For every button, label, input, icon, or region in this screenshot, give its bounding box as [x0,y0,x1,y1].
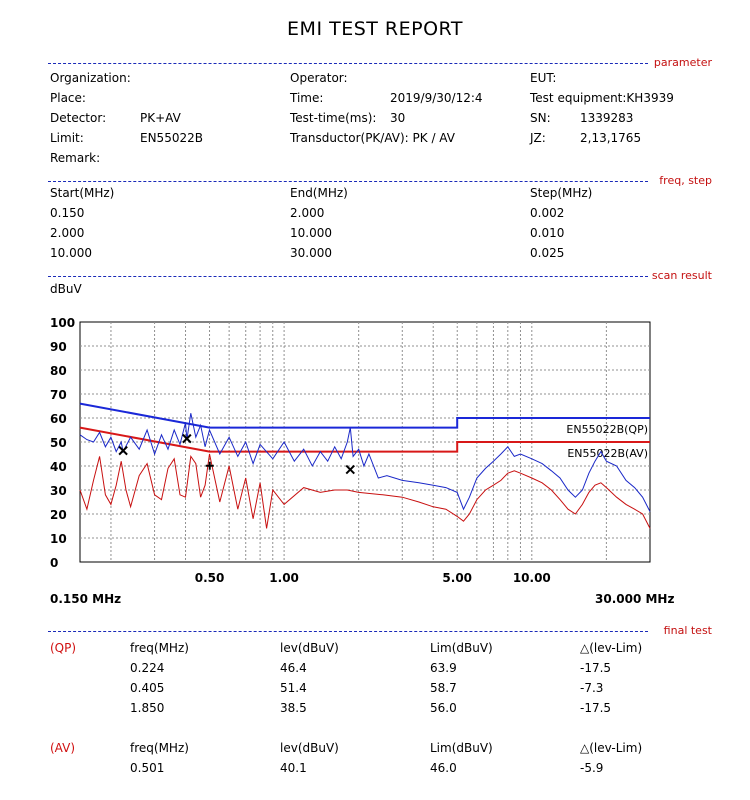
y-tick-label: 20 [50,508,67,522]
remark-label: Remark: [50,151,101,165]
limit-line-label: EN55022B(QP) [566,423,648,436]
x-tick-label: 0.50 [194,571,225,585]
qp-cell: 46.4 [280,661,307,675]
y-tick-label: 0 [50,556,59,570]
sn-label: SN: [530,111,551,125]
qp-cell: -17.5 [580,701,612,715]
qp-cell: 1.850 [130,701,165,715]
freq-step-end: 10.000 [290,226,332,240]
end-header: End(MHz) [290,186,348,200]
qp-header-lev: lev(dBuV) [280,641,339,655]
detector-label: Detector: [50,111,107,125]
qp-tag: (QP) [50,641,77,655]
freq-step-step: 0.010 [530,226,565,240]
qp-cell: 0.224 [130,661,165,675]
organization-label: Organization: [50,71,131,85]
limit-line-label: EN55022B(AV) [567,447,648,460]
qp-cell: -17.5 [580,661,612,675]
limit-value: EN55022B [140,131,203,145]
av-cell: 40.1 [280,761,307,775]
test-equipment: Test equipment:KH3939 [530,91,674,105]
section-label-final-test: final test [660,624,712,637]
y-tick-label: 50 [50,436,67,450]
av-tag: (AV) [50,741,76,755]
av-header-freq: freq(MHz) [130,741,189,755]
av-header-delta: △(lev-Lim) [580,741,643,755]
y-tick-label: 10 [50,532,67,546]
step-header: Step(MHz) [530,186,593,200]
time-value: 2019/9/30/12:4 [390,91,483,105]
x-end-label: 30.000 MHz [595,592,675,606]
av-header-lev: lev(dBuV) [280,741,339,755]
freq-step-step: 0.025 [530,246,565,260]
y-tick-label: 60 [50,412,67,426]
x-tick-label: 5.00 [442,571,473,585]
start-header: Start(MHz) [50,186,115,200]
jz-label: JZ: [530,131,546,145]
freq-step-end: 30.000 [290,246,332,260]
freq-step-start: 0.150 [50,206,85,220]
qp-cell: 38.5 [280,701,307,715]
qp-cell: 56.0 [430,701,457,715]
freq-step-start: 10.000 [50,246,92,260]
jz-value: 2,13,1765 [580,131,642,145]
time-label: Time: [290,91,324,105]
x-start-label: 0.150 MHz [50,592,122,606]
limit-label: Limit: [50,131,84,145]
y-axis-unit-label: dBuV [50,282,82,296]
qp-header-delta: △(lev-Lim) [580,641,643,655]
section-label-scan-result: scan result [648,269,712,282]
y-tick-label: 90 [50,340,67,354]
section-label-freq-step: freq, step [655,174,712,187]
separator-final-test [48,631,648,632]
eut-label: EUT: [530,71,557,85]
freq-step-end: 2.000 [290,206,325,220]
transductor: Transductor(PK/AV): PK / AV [290,131,455,145]
qp-cell: 63.9 [430,661,457,675]
freq-step-step: 0.002 [530,206,565,220]
qp-cell: 51.4 [280,681,307,695]
av-cell: -5.9 [580,761,604,775]
freq-step-start: 2.000 [50,226,85,240]
av-cell: 0.501 [130,761,165,775]
test-time-label: Test-time(ms): [290,111,377,125]
qp-header-freq: freq(MHz) [130,641,189,655]
y-tick-label: 40 [50,460,67,474]
place-label: Place: [50,91,86,105]
av-header-lim: Lim(dBuV) [430,741,493,755]
av-cell: 46.0 [430,761,457,775]
y-tick-label: 30 [50,484,67,498]
y-tick-label: 80 [50,364,67,378]
operator-label: Operator: [290,71,348,85]
qp-cell: 0.405 [130,681,165,695]
test-time-value: 30 [390,111,406,125]
x-tick-label: 1.00 [269,571,299,585]
qp-header-lim: Lim(dBuV) [430,641,493,655]
y-tick-label: 70 [50,388,67,402]
y-tick-label: 100 [50,316,76,330]
detector-value: PK+AV [140,111,181,125]
sn-value: 1339283 [580,111,634,125]
report-title: EMI TEST REPORT [287,18,463,40]
qp-cell: -7.3 [580,681,604,695]
x-tick-label: 10.00 [512,571,551,585]
qp-cell: 58.7 [430,681,457,695]
section-label-parameter: parameter [650,56,712,69]
